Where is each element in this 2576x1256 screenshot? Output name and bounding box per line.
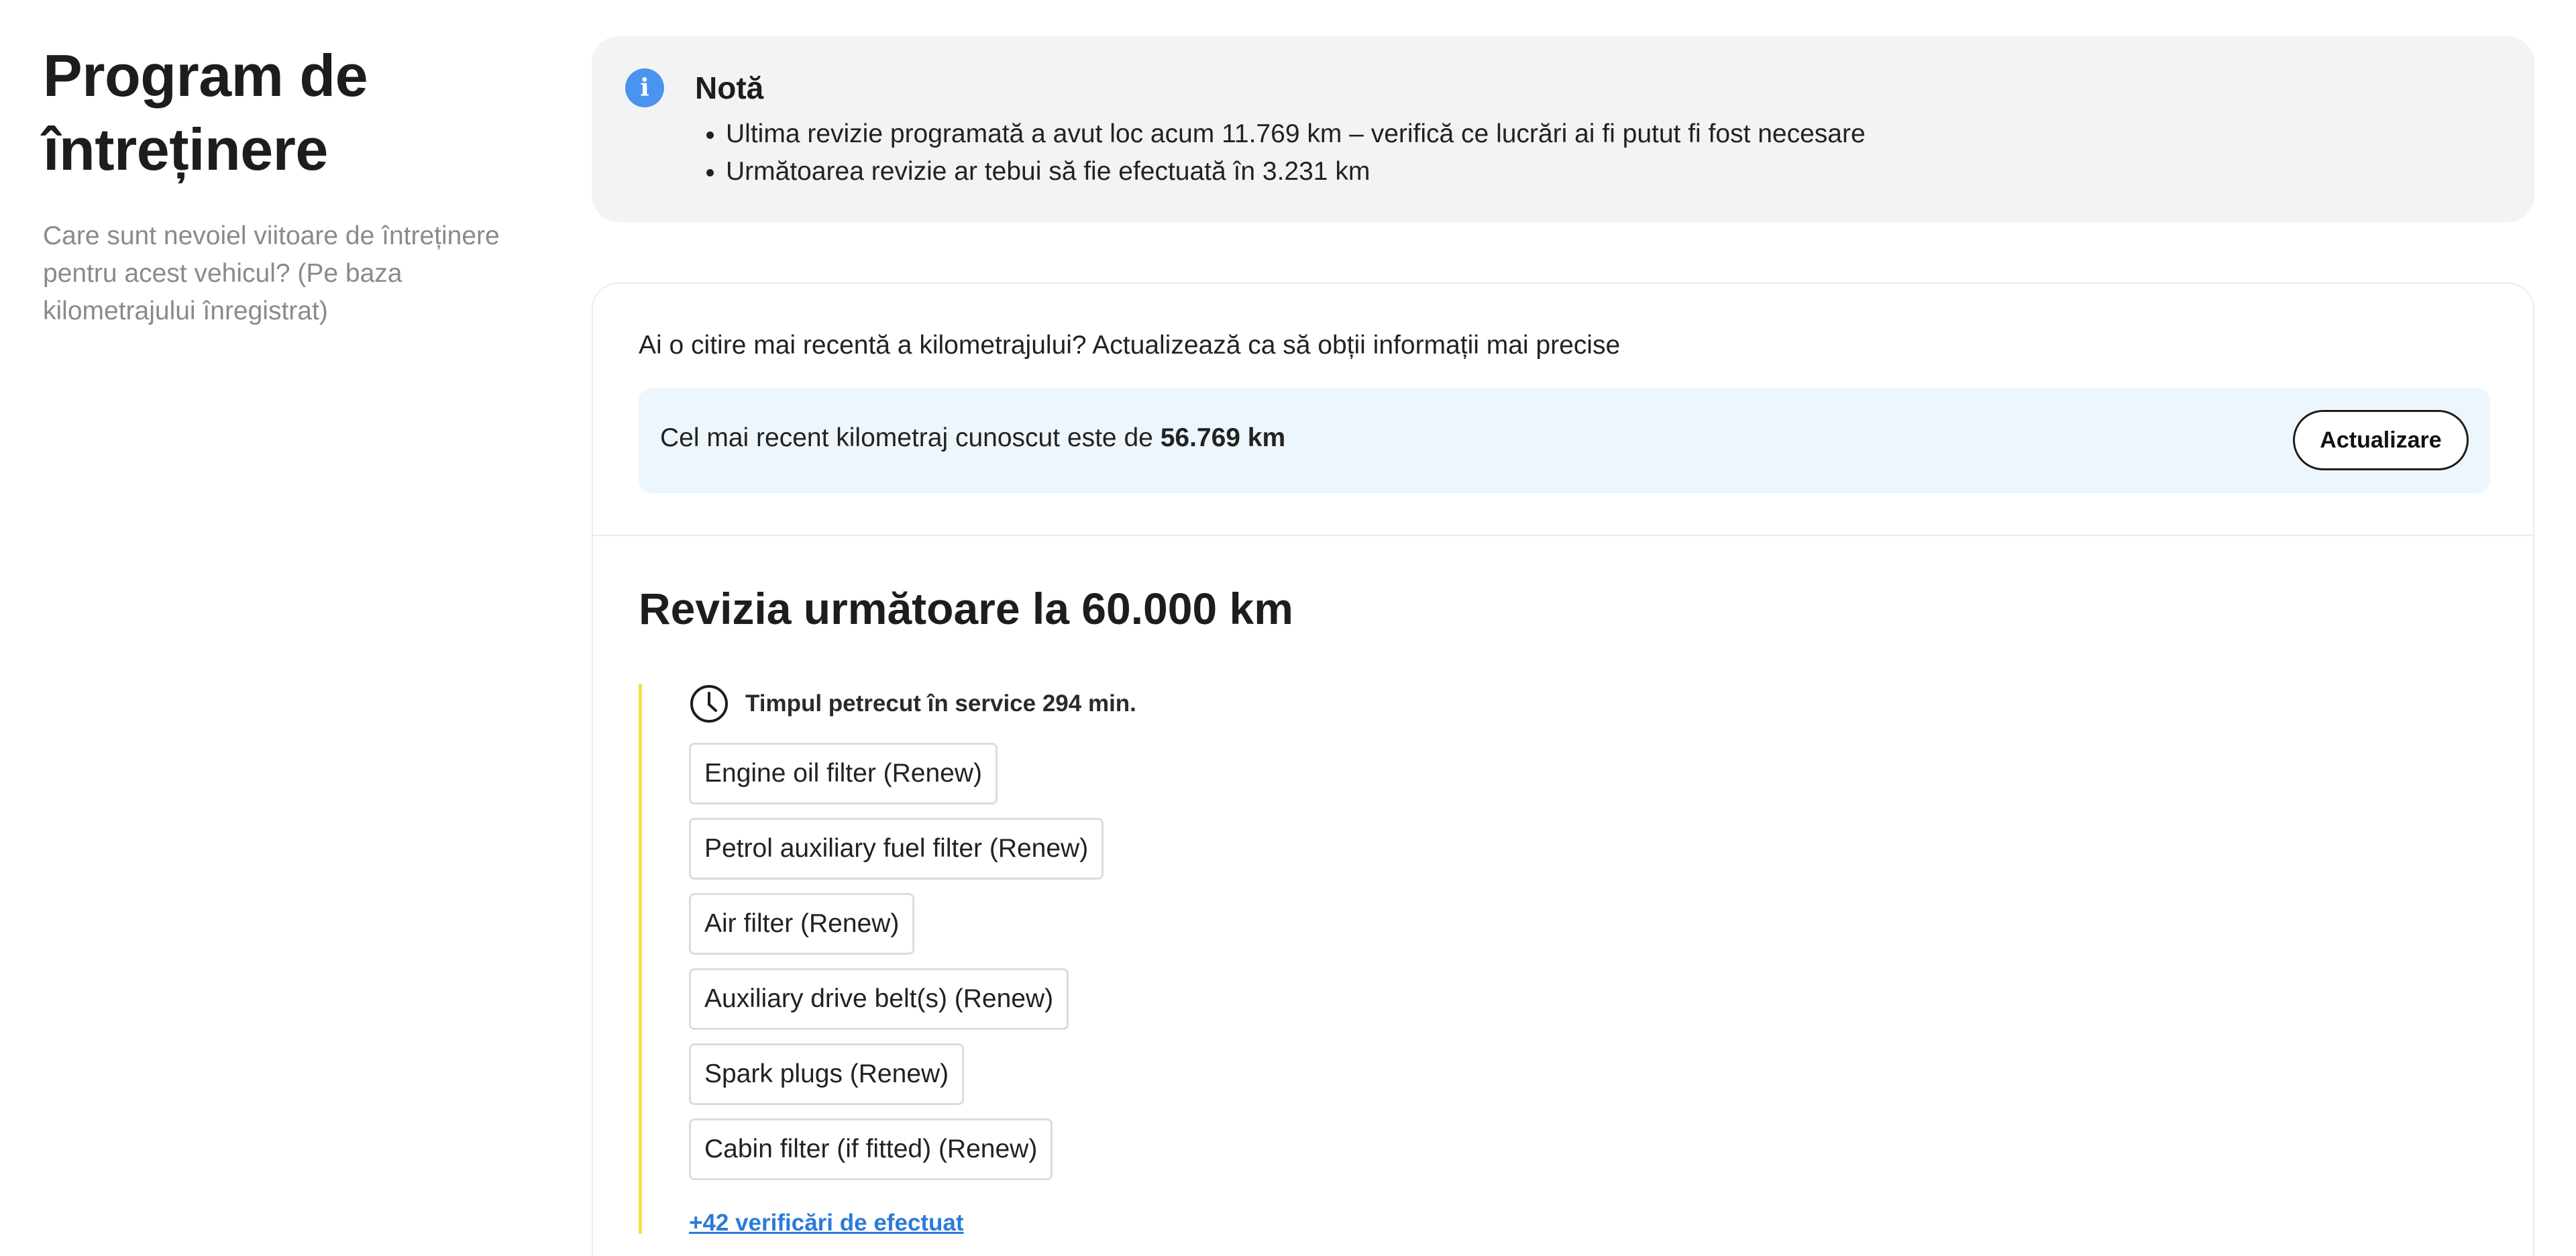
note-box — [592, 36, 2534, 222]
task-item: Auxiliary drive belt(s) (Renew) — [689, 968, 1069, 1030]
mileage-label: Cel mai recent kilometraj cunoscut este de — [660, 423, 1153, 452]
service-details — [639, 684, 1578, 1234]
clock-icon — [689, 684, 729, 724]
page-title: Program de întreținere — [43, 42, 368, 182]
task-item: Cabin filter (if fitted) (Renew) — [689, 1118, 1053, 1180]
task-item: Air filter (Renew) — [689, 893, 914, 955]
info-icon: i — [625, 68, 664, 107]
mileage-value: 56.769 km — [1160, 423, 1286, 452]
service-time-label: Timpul petrecut în service 294 min. — [745, 690, 1136, 717]
next-service-title: Revizia următoare la 60.000 km — [639, 584, 1293, 633]
note-title: Notă — [695, 70, 764, 105]
mileage-text — [660, 423, 1285, 453]
task-list — [689, 743, 1104, 1194]
mileage-box — [639, 388, 2490, 493]
task-item: Engine oil filter (Renew) — [689, 743, 998, 804]
more-checks-link[interactable]: +42 verificări de efectuat — [689, 1210, 964, 1236]
divider — [593, 535, 2533, 536]
task-item: Petrol auxiliary fuel filter (Renew) — [689, 818, 1104, 880]
sidebar — [43, 39, 539, 330]
note-item: • Ultima revizie programată a avut loc acum 11.769 km – verifică ce lucrări ai fi putut fi fost necesare — [726, 115, 1866, 153]
maintenance-card — [592, 282, 2534, 1256]
note-item: • Următoarea revizie ar tebui să fie efectuată în 3.231 km — [726, 153, 1866, 191]
service-time-row — [689, 684, 1136, 724]
mileage-update-prompt: Ai o citire mai recentă a kilometrajului? Actualizează ca să obții informații mai precise — [639, 331, 1621, 360]
note-list — [726, 115, 1866, 191]
update-mileage-button[interactable]: Actualizare — [2293, 410, 2469, 470]
page-subtitle: Care sunt nevoiel viitoare de întreținere pentru acest vehicul? (Pe baza kilometrajului înregistrat) — [43, 221, 500, 325]
task-item: Spark plugs (Renew) — [689, 1043, 964, 1105]
